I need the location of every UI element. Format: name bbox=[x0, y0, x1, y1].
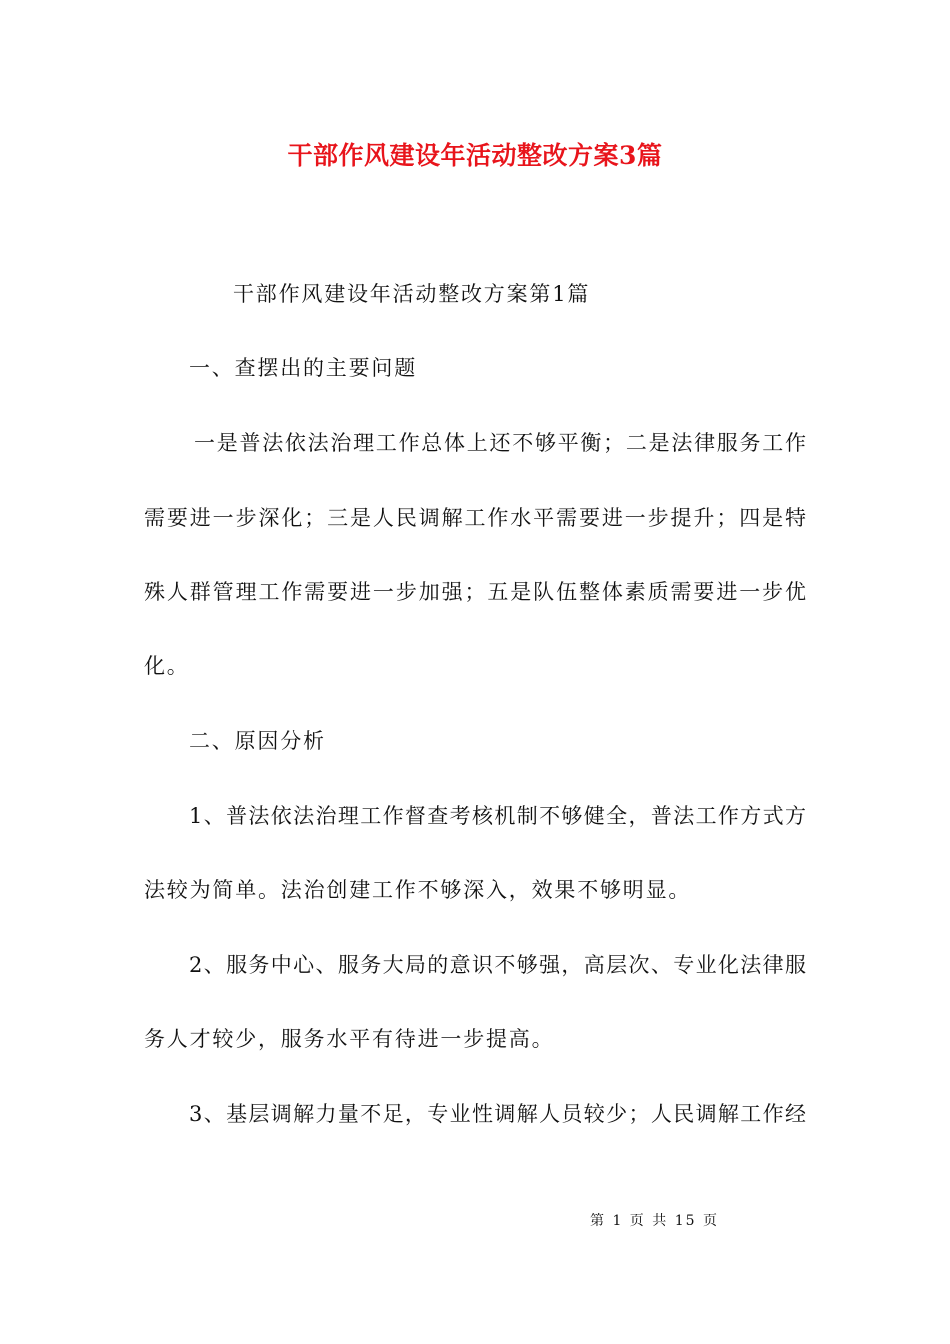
list-item-line: 2、服务中心、服务大局的意识不够强，高层次、专业化法律服 bbox=[189, 953, 806, 977]
list-item-line: 3、基层调解力量不足，专业性调解人员较少；人民调解工作经 bbox=[189, 1102, 806, 1126]
list-item-line: 1、普法依法治理工作督查考核机制不够健全，普法工作方式方 bbox=[189, 804, 806, 828]
section-heading-problems: 一、查摆出的主要问题 bbox=[189, 356, 417, 380]
paragraph-line: 化。 bbox=[144, 654, 190, 678]
paragraph-line: 需要进一步深化；三是人民调解工作水平需要进一步提升；四是特 bbox=[144, 506, 806, 530]
document-subtitle: 干部作风建设年活动整改方案第1篇 bbox=[233, 282, 591, 306]
list-item-line: 务人才较少，服务水平有待进一步提高。 bbox=[144, 1027, 555, 1051]
paragraph-line: 一是普法依法治理工作总体上还不够平衡；二是法律服务工作 bbox=[194, 431, 806, 455]
list-item-line: 法较为简单。法治创建工作不够深入，效果不够明显。 bbox=[144, 878, 692, 902]
document-title: 干部作风建设年活动整改方案3篇 bbox=[287, 141, 663, 170]
paragraph-line: 殊人群管理工作需要进一步加强；五是队伍整体素质需要进一步优 bbox=[144, 580, 806, 604]
page-number-footer: 第 1 页 共 15 页 bbox=[590, 1213, 719, 1229]
section-heading-causes: 二、原因分析 bbox=[189, 729, 326, 753]
